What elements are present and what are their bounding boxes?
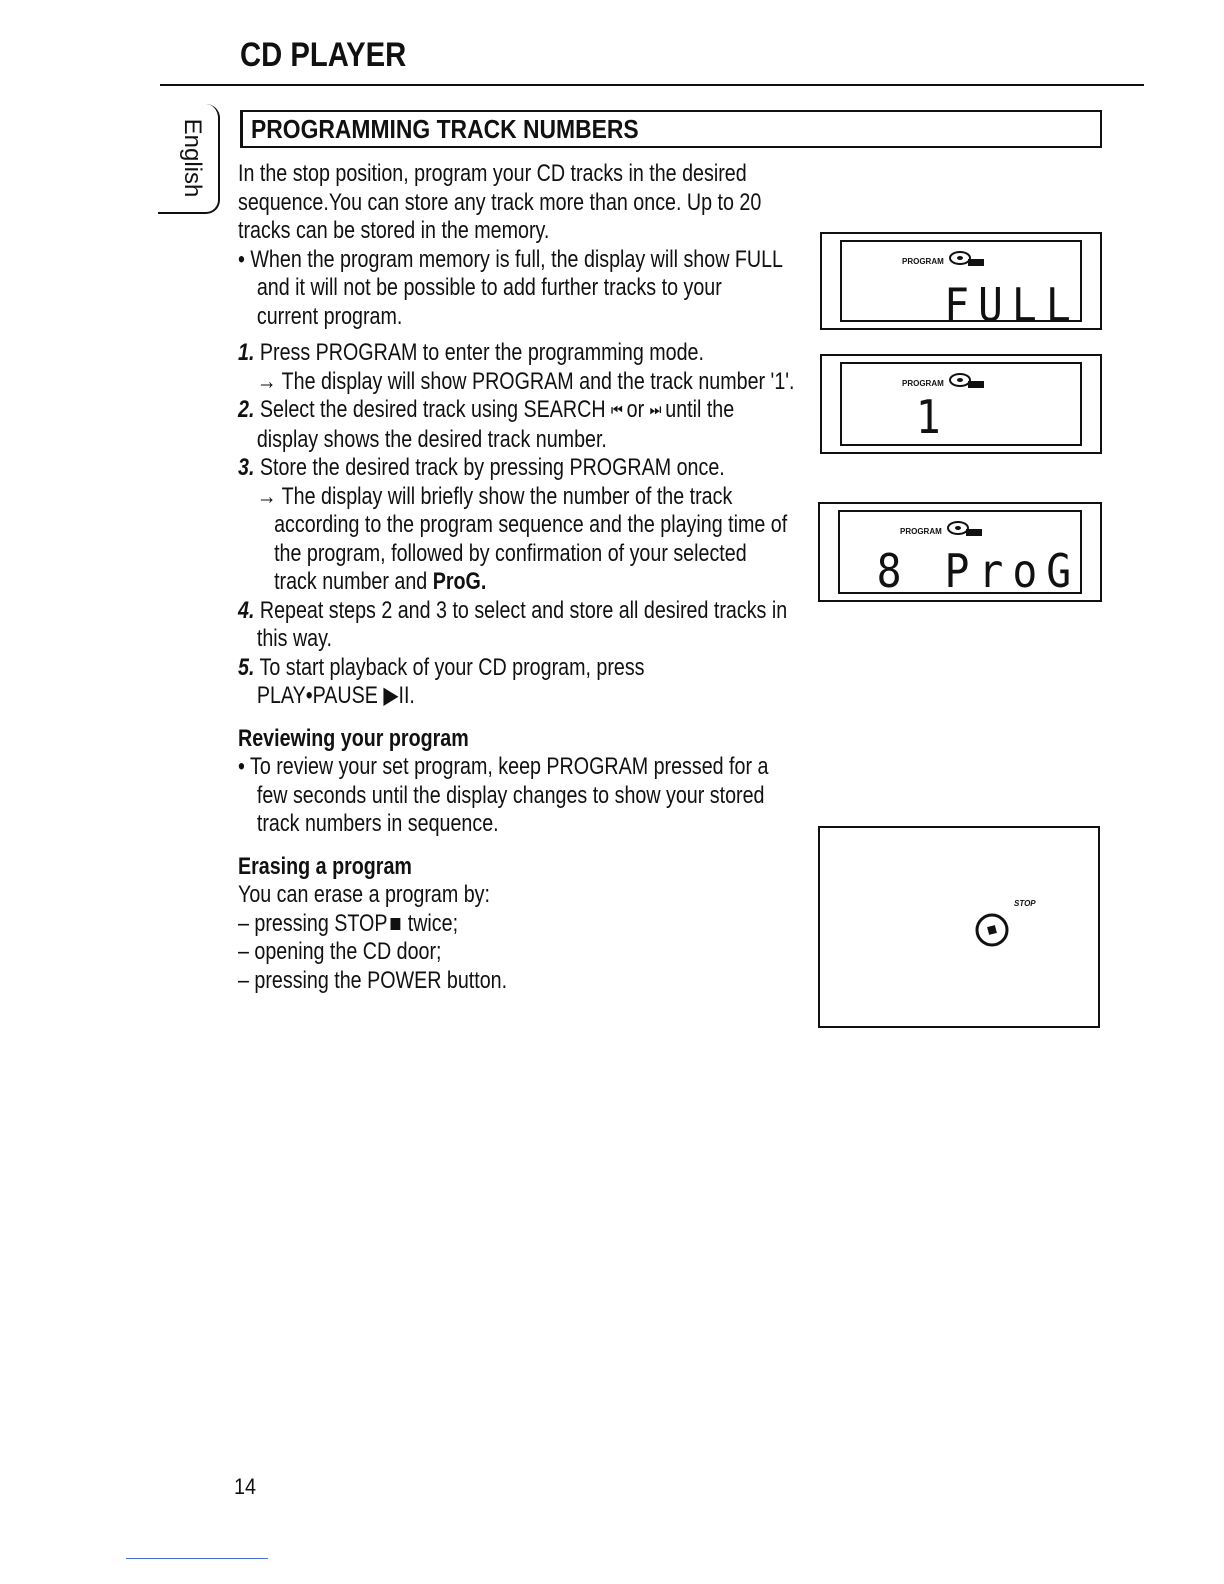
lcd-screen: [840, 362, 1082, 446]
stop-button-illustration: [818, 826, 1100, 1028]
step-number: 2.: [238, 396, 255, 423]
cd-icon: [946, 518, 986, 538]
lcd-display-prog: [818, 502, 1102, 602]
program-indicator: PROGRAM: [900, 527, 942, 536]
full-note-line: and it will not be possible to add further tracks to your: [256, 274, 722, 301]
lcd-value: FULL: [944, 278, 1080, 332]
main-text-column: [238, 160, 813, 995]
full-note-line: • When the program memory is full, the display will show FULL: [238, 245, 784, 273]
section-title: PROGRAMMING TRACK NUMBERS: [251, 114, 639, 144]
language-tab-label: English: [179, 118, 206, 198]
erasing-text: twice;: [407, 909, 459, 937]
step-5: [238, 654, 812, 683]
step-number: 5.: [238, 653, 255, 681]
step-3-result: according to the program sequence and the playing time of: [274, 511, 788, 538]
step-5-line: PLAY•PAUSE ▶II.: [256, 682, 415, 709]
step-3: [238, 454, 812, 483]
erasing-text: – pressing STOP: [238, 909, 388, 937]
step-4-line: this way.: [256, 625, 332, 652]
erasing-item: – pressing the POWER button.: [238, 966, 508, 994]
erasing-heading: Erasing a program: [238, 852, 412, 880]
program-indicator: PROGRAM: [902, 379, 944, 388]
step-text: To start playback of your CD program, press: [259, 653, 645, 681]
intro-line: sequence.You can store any track more than once. Up to 20: [238, 188, 762, 216]
reviewing-heading: Reviewing your program: [238, 724, 469, 752]
lcd-display-track-1: [820, 354, 1102, 454]
step-4: [238, 597, 812, 626]
step-text: or: [626, 396, 645, 423]
step-1: [238, 339, 812, 368]
step-text: Select the desired track using SEARCH: [259, 396, 606, 423]
full-note-line: current program.: [256, 302, 403, 330]
stop-label: STOP: [1014, 899, 1036, 908]
step-text: track number and: [274, 568, 428, 595]
next-track-icon: ⏭: [649, 402, 660, 419]
step-2-line: display shows the desired track number.: [256, 425, 607, 453]
step-text: Repeat steps 2 and 3 to select and store all desired tracks in: [259, 596, 788, 624]
step-number: 4.: [238, 596, 255, 624]
cd-icon: [948, 248, 988, 268]
step-text: Press PROGRAM to enter the programming mode.: [259, 339, 704, 366]
program-indicator: PROGRAM: [902, 257, 944, 266]
stop-button-icon: [972, 910, 1012, 950]
cd-icon: [948, 370, 988, 390]
lcd-value: 1: [916, 390, 950, 444]
intro-line: In the stop position, program your CD tracks in the desired: [238, 160, 747, 187]
step-text: until the: [665, 396, 735, 423]
language-tab: [158, 104, 220, 214]
step-2: [238, 396, 812, 426]
header-rule: [160, 84, 1144, 86]
stop-icon: [391, 918, 401, 930]
step-1-result: → The display will show PROGRAM and the track number '1'.: [256, 367, 795, 395]
previous-track-icon: ⏮: [611, 402, 622, 419]
lcd-display-full: [820, 232, 1102, 330]
lcd-screen: [840, 240, 1082, 332]
erasing-item: [238, 910, 812, 939]
step-number: 3.: [238, 454, 255, 481]
reviewing-line: track numbers in sequence.: [256, 810, 499, 837]
scan-artifact-line: [126, 1558, 268, 1559]
lcd-value: 8 ProG: [876, 544, 1080, 598]
reviewing-line: • To review your set program, keep PROGRAM pressed for a: [238, 753, 769, 780]
step-3-result: the program, followed by confirmation of your selected: [274, 539, 747, 567]
erasing-intro: You can erase a program by:: [238, 881, 490, 908]
section-heading-box: [240, 110, 1102, 148]
step-3-result: [238, 568, 812, 597]
page-title: CD PLAYER: [240, 36, 407, 74]
prog-term: ProG.: [432, 568, 487, 595]
page-number: 14: [234, 1474, 257, 1499]
step-3-result: → The display will briefly show the number of the track: [256, 482, 733, 510]
erasing-item: – opening the CD door;: [238, 938, 442, 965]
intro-line: tracks can be stored in the memory.: [238, 217, 550, 244]
lcd-screen: [838, 510, 1082, 598]
reviewing-line: few seconds until the display changes to show your stored: [256, 781, 765, 809]
step-number: 1.: [238, 339, 255, 366]
step-text: Store the desired track by pressing PROGRAM once.: [259, 454, 725, 481]
